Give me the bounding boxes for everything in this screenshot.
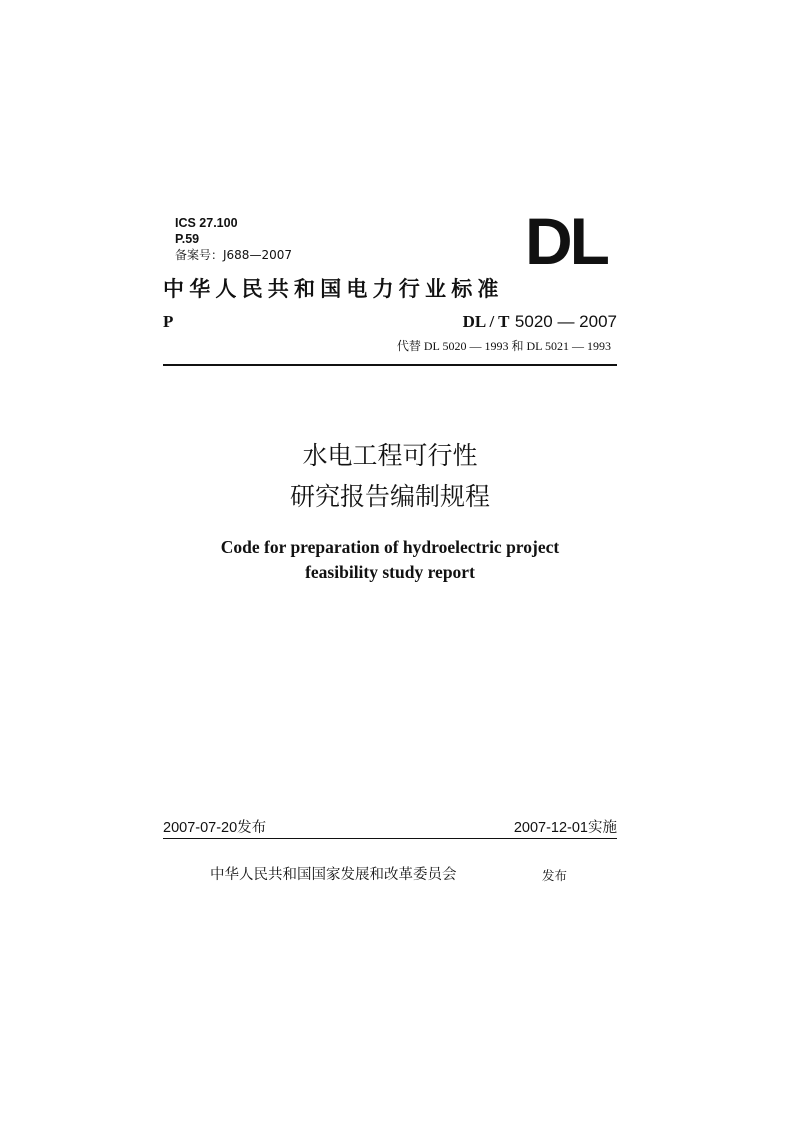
issue-date: 2007-07-20发布 — [163, 820, 267, 836]
issuer-name: 中华人民共和国国家发展和改革委员会 — [210, 867, 457, 883]
standard-category: 中华人民共和国电力行业标准 — [163, 276, 504, 301]
implementation-date: 2007-12-01实施 — [513, 820, 617, 836]
title-cn-line2: 研究报告编制规程 — [289, 482, 490, 511]
standard-year-number: 5020 — 2007 — [514, 312, 617, 331]
classification-code: P.59 — [175, 232, 200, 246]
record-number: 备案号：J688—2007 — [175, 248, 292, 262]
ics-code: ICS 27.100 — [175, 216, 238, 230]
dl-logo-text: DL — [525, 210, 607, 270]
standard-code: DL / T — [462, 312, 510, 331]
replaces-note: 代替 DL 5020 — 1993 和 DL 5021 — 1993 — [396, 339, 611, 353]
issuer-action: 发布 — [542, 868, 568, 883]
class-letter: P — [163, 312, 174, 331]
title-cn-line1: 水电工程可行性 — [302, 441, 478, 470]
title-en-line1: Code for preparation of hydroelectric project — [220, 537, 560, 557]
bottom-divider — [163, 838, 617, 839]
dl-logo — [520, 210, 612, 270]
top-divider — [163, 364, 617, 366]
title-en-line2: feasibility study report — [305, 562, 475, 582]
standard-number — [463, 311, 617, 333]
